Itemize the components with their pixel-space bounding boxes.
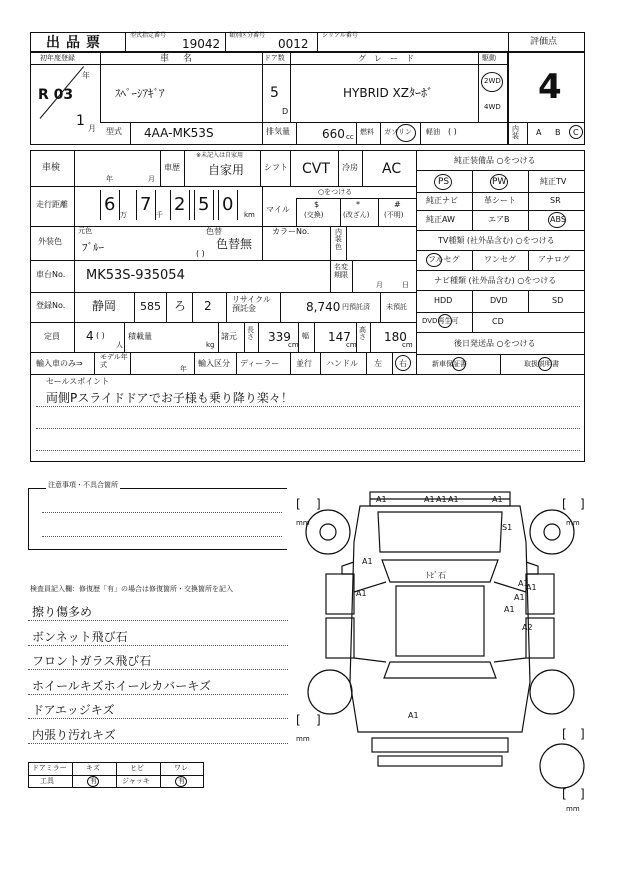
exchange-label: (交換) bbox=[304, 211, 324, 219]
height-cm: cm bbox=[402, 341, 413, 349]
tools-jack-have: 有 bbox=[178, 777, 185, 785]
abs-circle bbox=[548, 212, 566, 228]
recycle-unpaid: 未預託 bbox=[386, 303, 407, 311]
color-label: 外装色 bbox=[38, 237, 62, 246]
mark-front-bumper-left: A1 bbox=[376, 495, 387, 504]
mile-circle-note: ○をつける bbox=[318, 188, 353, 196]
later-warranty: 新車保証書 bbox=[432, 360, 467, 368]
mm-tr: mm bbox=[566, 519, 580, 527]
capacity-label: 定員 bbox=[44, 332, 60, 341]
dvd-play-circle bbox=[438, 314, 452, 328]
bracket-br2-open: [ bbox=[562, 787, 567, 801]
man-unit: 万 bbox=[120, 211, 127, 219]
page-title: 出品票 bbox=[46, 35, 106, 51]
reg-place: 静岡 bbox=[92, 299, 117, 313]
mm-bl: mm bbox=[296, 735, 310, 743]
grade-a: A bbox=[536, 128, 542, 137]
altered-sym: * bbox=[356, 200, 360, 209]
bracket-tl-open: [ bbox=[296, 497, 301, 511]
original-color: ﾌﾞﾙｰ bbox=[82, 241, 104, 254]
tv-fullseg: フルセグ bbox=[428, 255, 460, 264]
fuel-other-paren: ( ) bbox=[448, 127, 457, 136]
reg-label: 登録No. bbox=[36, 301, 66, 310]
grade-value: HYBRID XZﾀｰﾎﾞ bbox=[343, 86, 433, 100]
eval-score: 4 bbox=[538, 67, 562, 107]
mark-left-door: A1 bbox=[356, 589, 367, 598]
fullseg-circle bbox=[426, 253, 442, 267]
unknown-sym: # bbox=[394, 200, 401, 209]
interior-color-label: 内装色 bbox=[335, 228, 342, 251]
tools-jack: ジャッキ bbox=[122, 777, 150, 785]
chassis-value: MK53S-935054 bbox=[86, 268, 185, 283]
mark-right-door-2: A1 bbox=[526, 583, 537, 592]
handle-left: 左 bbox=[374, 359, 382, 368]
mark-front-bumper-c3: A1 bbox=[448, 495, 459, 504]
first-reg-month: 1 bbox=[76, 113, 85, 129]
manual-circle bbox=[538, 357, 552, 371]
tv-oneseg: ワンセグ bbox=[484, 255, 516, 264]
jack-have-circle bbox=[175, 776, 187, 787]
kg-unit: kg bbox=[206, 341, 215, 349]
km-unit: km bbox=[244, 211, 255, 219]
recycle-label: リサイクル預託金 bbox=[232, 295, 271, 313]
unknown-label: (不明) bbox=[384, 211, 404, 219]
mm-br: mm bbox=[566, 805, 580, 813]
length-label: 長さ bbox=[247, 326, 254, 341]
first-reg-era: R 03 bbox=[38, 87, 74, 103]
bracket-tr-open: [ bbox=[562, 497, 567, 511]
inspector-note: 検査員記入欄：修復歴「有」の場合は修復箇所・交換箇所を記入 bbox=[30, 585, 233, 593]
genuine-title: 純正装備品 ○をつける bbox=[454, 156, 536, 165]
fuel-gasoline: ガソリン bbox=[384, 128, 412, 136]
bracket-tl-close: ] bbox=[316, 497, 321, 511]
capacity-unit: 人 bbox=[116, 341, 123, 349]
year-label: 初年度登録 bbox=[40, 54, 75, 62]
nav-hdd: HDD bbox=[434, 296, 453, 305]
mileage-digit: 7 bbox=[140, 194, 152, 215]
note-item: 内張り汚れキズ bbox=[32, 727, 116, 742]
bracket-tr-close: ] bbox=[580, 497, 585, 511]
equip-leather: 革シート bbox=[484, 196, 516, 205]
bracket-bl-open: [ bbox=[296, 713, 301, 727]
car-name-label: 車名 bbox=[160, 54, 207, 64]
equip-pw: PW bbox=[492, 177, 507, 187]
reg-no: 2 bbox=[204, 299, 212, 313]
tools-h-scratch: キズ bbox=[86, 764, 100, 772]
original-color-label: 元色 bbox=[78, 227, 92, 235]
mark-left-fender: A1 bbox=[362, 557, 373, 566]
equip-ps: PS bbox=[438, 177, 450, 187]
month-unit: 月 bbox=[88, 124, 96, 133]
doors-value: 5 bbox=[270, 85, 279, 101]
category-no: 0012 bbox=[278, 37, 309, 51]
mark-right-front: S1 bbox=[502, 523, 513, 532]
shift-value: CVT bbox=[302, 161, 330, 177]
equip-airbag: エアB bbox=[488, 215, 510, 224]
tv-analog: アナログ bbox=[538, 255, 570, 264]
inspection-year-unit: 年 bbox=[106, 175, 113, 183]
bracket-br-open: [ bbox=[562, 727, 567, 741]
capacity-value: 4 bbox=[86, 329, 94, 343]
ps-circle bbox=[434, 174, 452, 190]
recycle-amount: 8,740 bbox=[306, 300, 341, 314]
nav-cd: CD bbox=[492, 317, 504, 326]
bracket-br2-close: ] bbox=[580, 787, 585, 801]
model-year-label: モデル年式 bbox=[100, 353, 128, 369]
color-no-label: 色替 bbox=[206, 227, 222, 236]
history-note: ※未記入は自家用 bbox=[196, 152, 244, 159]
serial-label: シリアル番号 bbox=[322, 32, 358, 39]
mark-right-rear-door: A2 bbox=[522, 623, 533, 632]
width-cm: cm bbox=[346, 341, 357, 349]
nav-sd: SD bbox=[552, 296, 564, 305]
load-label: 積載量 bbox=[128, 332, 152, 341]
mark-right-door-4: A1 bbox=[504, 605, 515, 614]
mark-right-door-1: A1 bbox=[518, 579, 529, 588]
history-label: 車歴 bbox=[164, 163, 180, 172]
tools-h-mirror: ドアミラー bbox=[32, 764, 67, 772]
capacity-paren: ( ) bbox=[96, 331, 105, 340]
drive-4wd: 4WD bbox=[484, 103, 501, 111]
sales-label: セールスポイント bbox=[46, 377, 110, 386]
notes-bracket bbox=[28, 488, 287, 550]
car-name: ｽﾍﾟｰｼｱｷﾞｱ bbox=[115, 87, 165, 100]
inspection-label: 車検 bbox=[42, 163, 61, 173]
model-year-suffix: 年 bbox=[180, 365, 187, 373]
tools-tool: 工具 bbox=[40, 777, 54, 785]
model-label: 型式 bbox=[106, 127, 122, 136]
tools-h-break: ワレ bbox=[174, 764, 188, 772]
dimensions-label: 諸元 bbox=[221, 332, 237, 341]
note-item: フロントガラス飛び石 bbox=[32, 654, 152, 668]
inspection-month-unit: 月 bbox=[148, 175, 155, 183]
recycle-suffix: 円預託済 bbox=[342, 303, 370, 311]
nav-title: ナビ種類 (社外品含む) ○をつける bbox=[434, 276, 557, 285]
aircon-label: 冷房 bbox=[342, 163, 358, 172]
handle-right-circle bbox=[395, 355, 411, 371]
grade-c: C bbox=[573, 128, 579, 137]
eval-label: 評価点 bbox=[530, 37, 558, 47]
displacement-label: 排気量 bbox=[266, 127, 290, 136]
doors-label: ドア数 bbox=[264, 54, 285, 62]
warranty-circle bbox=[452, 357, 466, 371]
name-change-label: 名変期限 bbox=[334, 263, 348, 279]
equip-abs: ABS bbox=[550, 215, 566, 224]
type-approval-label: 型式指定番号 bbox=[130, 32, 167, 39]
tv-title: TV種類 (社外品含む) ○をつける bbox=[438, 236, 555, 245]
note-item: ボンネット飛び石 bbox=[32, 629, 128, 644]
equip-sr: SR bbox=[550, 196, 561, 205]
color-no-field: カラーNo. bbox=[272, 227, 310, 236]
later-title: 後日発送品 ○をつける bbox=[454, 339, 536, 348]
sen-unit: 千 bbox=[156, 211, 163, 219]
width-value: 147 bbox=[328, 330, 351, 344]
mileage-digit: 6 bbox=[104, 194, 116, 215]
car-diagram bbox=[290, 482, 590, 812]
reg-kana: ろ bbox=[174, 299, 187, 313]
import-type-label: 輸入区分 bbox=[198, 359, 230, 368]
width-label: 幅 bbox=[302, 332, 309, 340]
history-value: 自家用 bbox=[208, 163, 245, 177]
height-value: 180 bbox=[384, 330, 407, 344]
year-unit: 年 bbox=[82, 71, 90, 80]
drive-2wd: 2WD bbox=[484, 77, 501, 85]
note-item: ホイールキズホイールカバーキズ bbox=[32, 678, 212, 693]
fuel-diesel: 軽油 bbox=[426, 128, 440, 136]
model-value: 4AA-MK53S bbox=[144, 126, 214, 140]
mileage-digit: 2 bbox=[174, 194, 186, 215]
drive-label: 駆動 bbox=[482, 54, 496, 62]
cc-unit: cc bbox=[346, 133, 354, 141]
equip-aw: 純正AW bbox=[426, 215, 455, 224]
pw-circle bbox=[490, 174, 508, 190]
int-ext-label: 内装 bbox=[512, 125, 519, 140]
handle-right: 右 bbox=[399, 359, 407, 368]
nav-dvd-play: DVD再生可 bbox=[422, 317, 459, 325]
mileage-digit: 0 bbox=[222, 194, 234, 215]
length-cm: cm bbox=[288, 341, 299, 349]
mark-right-door-3: A1 bbox=[514, 593, 525, 602]
import-label: 輸入車のみ⇒ bbox=[36, 359, 83, 368]
tools-h-crack: ヒビ bbox=[130, 764, 144, 772]
altered-label: (改ざん) bbox=[343, 211, 370, 219]
sales-text: 両側Pスライドドアでお子様も乗り降り楽々！ bbox=[46, 391, 293, 405]
grade-c-circle bbox=[569, 125, 583, 139]
gasoline-circle bbox=[396, 124, 416, 142]
mark-front-bumper-c2: A1 bbox=[436, 495, 447, 504]
displacement-value: 660 bbox=[322, 127, 345, 141]
grade-label: グレード bbox=[358, 54, 422, 63]
category-label: 類別区分番号 bbox=[229, 32, 266, 39]
equip-tv: 純正TV bbox=[540, 177, 567, 186]
parallel-option: 並行 bbox=[296, 359, 312, 368]
shift-label: シフト bbox=[264, 163, 288, 172]
dealer-option: ディーラー bbox=[240, 359, 280, 368]
mark-front-bumper-right: A1 bbox=[492, 495, 503, 504]
mile-label: マイル bbox=[266, 205, 290, 214]
mark-rear-window: A1 bbox=[408, 711, 419, 720]
door-suffix: D bbox=[282, 107, 289, 116]
note-item: ドアエッジキズ bbox=[32, 703, 115, 717]
type-approval-no: 19042 bbox=[182, 37, 221, 51]
tools-tool-have: 有 bbox=[90, 777, 97, 785]
equip-nav: 純正ナビ bbox=[426, 196, 458, 205]
bracket-br-close: ] bbox=[580, 727, 585, 741]
reg-class: 585 bbox=[140, 300, 161, 313]
aircon-value: AC bbox=[382, 161, 402, 177]
color-change: 色替無 bbox=[216, 237, 253, 251]
chassis-label: 車台No. bbox=[36, 270, 66, 279]
grade-b: B bbox=[555, 128, 561, 137]
nc-month: 月 bbox=[376, 281, 383, 289]
mark-windshield-chip: ﾄﾋﾞ石 bbox=[426, 571, 446, 580]
mark-front-bumper-c1: A1 bbox=[424, 495, 435, 504]
bracket-bl-close: ] bbox=[316, 713, 321, 727]
later-manual: 取扱説明書 bbox=[524, 360, 559, 368]
fuel-label: 燃料 bbox=[360, 128, 374, 136]
mm-tl: mm bbox=[296, 519, 310, 527]
note-item: 擦り傷多め bbox=[32, 605, 93, 619]
handle-label: ハンドル bbox=[326, 359, 358, 368]
color-paren: ( ) bbox=[196, 249, 205, 258]
mileage-digit: 5 bbox=[198, 194, 210, 215]
mileage-label: 走行距離 bbox=[36, 200, 68, 209]
length-value: 339 bbox=[268, 330, 291, 344]
nav-dvd: DVD bbox=[490, 296, 508, 305]
height-label: 高さ bbox=[359, 326, 366, 341]
nc-day: 日 bbox=[402, 281, 409, 289]
tool-have-circle bbox=[87, 776, 99, 787]
exchange-sym: $ bbox=[314, 200, 320, 209]
notes-label: 注意事項・不具合箇所 bbox=[48, 481, 118, 489]
